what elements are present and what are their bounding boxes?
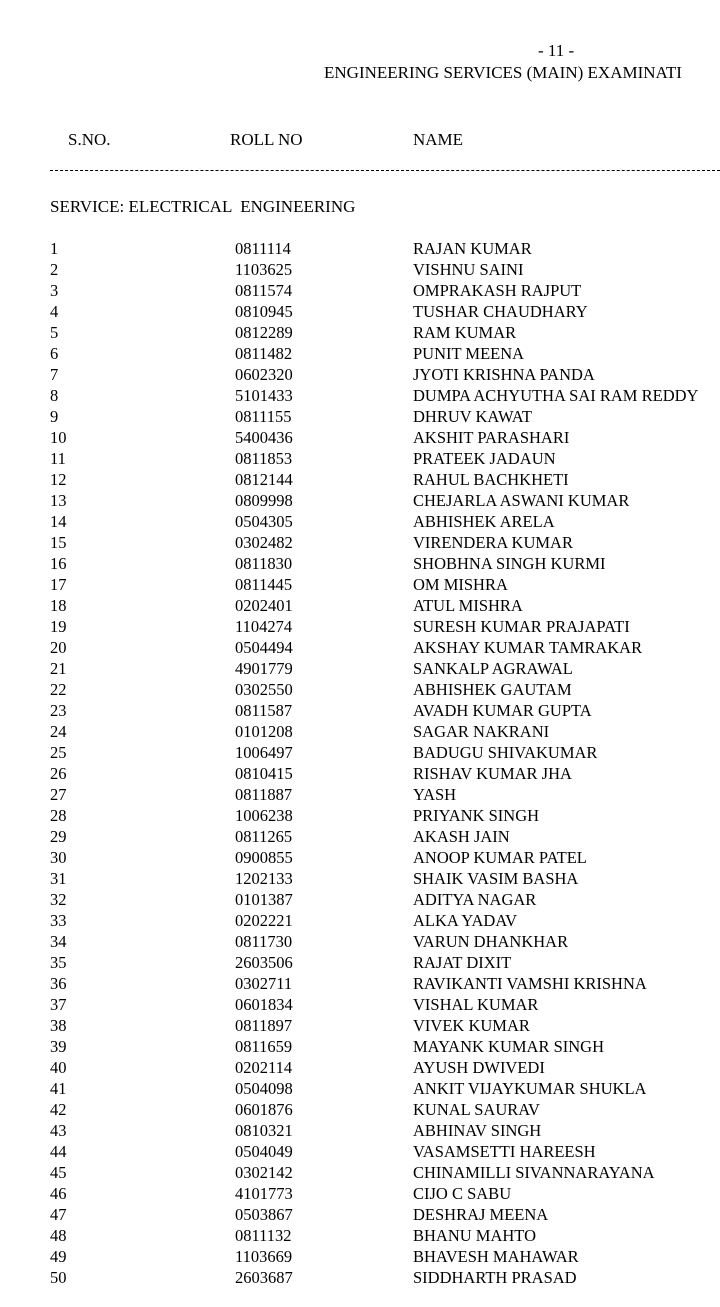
row-sno: 31 bbox=[50, 869, 67, 888]
row-name: ALKA YADAV bbox=[413, 911, 518, 930]
results-list bbox=[0, 238, 720, 1288]
table-row bbox=[0, 994, 720, 1015]
row-name: AKSHAY KUMAR TAMRAKAR bbox=[413, 638, 643, 657]
row-sno: 47 bbox=[50, 1205, 67, 1224]
row-roll-no: 1103669 bbox=[235, 1247, 293, 1266]
table-row bbox=[0, 658, 720, 679]
row-sno: 35 bbox=[50, 953, 67, 972]
row-sno: 37 bbox=[50, 995, 67, 1014]
row-name: PRIYANK SINGH bbox=[413, 806, 540, 825]
row-sno: 21 bbox=[50, 659, 67, 678]
row-sno: 1 bbox=[50, 239, 59, 258]
row-sno: 39 bbox=[50, 1037, 67, 1056]
row-roll-no: 1202133 bbox=[235, 869, 293, 888]
exam-title: ENGINEERING SERVICES (MAIN) EXAMINATI bbox=[324, 63, 682, 82]
row-name: ADITYA NAGAR bbox=[413, 890, 537, 909]
row-roll-no: 0810945 bbox=[235, 302, 293, 321]
row-name: DESHRAJ MEENA bbox=[413, 1205, 549, 1224]
table-row bbox=[0, 742, 720, 763]
row-name: AKSHIT PARASHARI bbox=[413, 428, 570, 447]
row-name: SANKALP AGRAWAL bbox=[413, 659, 573, 678]
row-roll-no: 0811482 bbox=[235, 344, 293, 363]
row-sno: 13 bbox=[50, 491, 67, 510]
row-roll-no: 0101387 bbox=[235, 890, 293, 909]
row-name: OM MISHRA bbox=[413, 575, 508, 594]
row-sno: 19 bbox=[50, 617, 67, 636]
row-name: VIRENDERA KUMAR bbox=[413, 533, 573, 552]
row-roll-no: 0811830 bbox=[235, 554, 293, 573]
row-roll-no: 0302550 bbox=[235, 680, 293, 699]
row-name: VISHNU SAINI bbox=[413, 260, 524, 279]
table-row bbox=[0, 700, 720, 721]
row-name: BHANU MAHTO bbox=[413, 1226, 536, 1245]
table-row bbox=[0, 1225, 720, 1246]
row-roll-no: 1103625 bbox=[235, 260, 293, 279]
row-name: CIJO C SABU bbox=[413, 1184, 512, 1203]
row-roll-no: 0504305 bbox=[235, 512, 293, 531]
row-roll-no: 0811887 bbox=[235, 785, 293, 804]
table-row bbox=[0, 931, 720, 952]
row-sno: 27 bbox=[50, 785, 67, 804]
row-sno: 18 bbox=[50, 596, 67, 615]
row-sno: 6 bbox=[50, 344, 59, 363]
row-name: ATUL MISHRA bbox=[413, 596, 523, 615]
row-sno: 8 bbox=[50, 386, 59, 405]
row-name: ABHISHEK ARELA bbox=[413, 512, 555, 531]
table-row bbox=[0, 490, 720, 511]
row-roll-no: 0601834 bbox=[235, 995, 293, 1014]
table-row bbox=[0, 889, 720, 910]
row-name: PRATEEK JADAUN bbox=[413, 449, 556, 468]
row-sno: 46 bbox=[50, 1184, 67, 1203]
row-name: AYUSH DWIVEDI bbox=[413, 1058, 545, 1077]
table-row bbox=[0, 679, 720, 700]
row-name: AVADH KUMAR GUPTA bbox=[413, 701, 592, 720]
table-row bbox=[0, 322, 720, 343]
table-row bbox=[0, 595, 720, 616]
table-row bbox=[0, 910, 720, 931]
row-name: KUNAL SAURAV bbox=[413, 1100, 540, 1119]
row-name: BADUGU SHIVAKUMAR bbox=[413, 743, 598, 762]
row-roll-no: 0503867 bbox=[235, 1205, 293, 1224]
table-row bbox=[0, 805, 720, 826]
row-roll-no: 0812289 bbox=[235, 323, 293, 342]
row-sno: 16 bbox=[50, 554, 67, 573]
row-name: VASAMSETTI HAREESH bbox=[413, 1142, 596, 1161]
row-name: MAYANK KUMAR SINGH bbox=[413, 1037, 604, 1056]
row-name: OMPRAKASH RAJPUT bbox=[413, 281, 582, 300]
table-row bbox=[0, 343, 720, 364]
row-sno: 2 bbox=[50, 260, 59, 279]
table-row bbox=[0, 868, 720, 889]
row-roll-no: 1104274 bbox=[235, 617, 293, 636]
table-row bbox=[0, 364, 720, 385]
row-sno: 41 bbox=[50, 1079, 67, 1098]
table-row bbox=[0, 1036, 720, 1057]
table-row bbox=[0, 385, 720, 406]
row-sno: 40 bbox=[50, 1058, 67, 1077]
row-name: YASH bbox=[413, 785, 457, 804]
row-roll-no: 0811265 bbox=[235, 827, 293, 846]
row-sno: 14 bbox=[50, 512, 67, 531]
row-roll-no: 0504098 bbox=[235, 1079, 293, 1098]
row-name: TUSHAR CHAUDHARY bbox=[413, 302, 588, 321]
table-row bbox=[0, 511, 720, 532]
table-row bbox=[0, 1204, 720, 1225]
row-roll-no: 0809998 bbox=[235, 491, 293, 510]
table-row bbox=[0, 301, 720, 322]
row-sno: 17 bbox=[50, 575, 67, 594]
row-roll-no: 0811155 bbox=[235, 407, 292, 426]
row-roll-no: 0601876 bbox=[235, 1100, 293, 1119]
table-row bbox=[0, 763, 720, 784]
table-row bbox=[0, 1267, 720, 1288]
row-roll-no: 0811132 bbox=[235, 1226, 292, 1245]
table-row bbox=[0, 952, 720, 973]
row-roll-no: 0811659 bbox=[235, 1037, 293, 1056]
row-roll-no: 0202401 bbox=[235, 596, 293, 615]
row-name: VARUN DHANKHAR bbox=[413, 932, 569, 951]
table-row bbox=[0, 1015, 720, 1036]
row-roll-no: 4901779 bbox=[235, 659, 293, 678]
table-row bbox=[0, 553, 720, 574]
table-row bbox=[0, 532, 720, 553]
row-roll-no: 0811897 bbox=[235, 1016, 293, 1035]
row-sno: 50 bbox=[50, 1268, 67, 1287]
row-roll-no: 0811587 bbox=[235, 701, 293, 720]
column-header-sno: S.NO. bbox=[68, 130, 111, 149]
row-sno: 23 bbox=[50, 701, 67, 720]
row-name: PUNIT MEENA bbox=[413, 344, 525, 363]
row-sno: 30 bbox=[50, 848, 67, 867]
row-roll-no: 0811445 bbox=[235, 575, 293, 594]
row-name: VIVEK KUMAR bbox=[413, 1016, 530, 1035]
row-roll-no: 2603687 bbox=[235, 1268, 293, 1287]
row-sno: 32 bbox=[50, 890, 67, 909]
row-sno: 43 bbox=[50, 1121, 67, 1140]
table-row bbox=[0, 574, 720, 595]
row-roll-no: 0812144 bbox=[235, 470, 293, 489]
row-sno: 26 bbox=[50, 764, 67, 783]
row-sno: 5 bbox=[50, 323, 59, 342]
row-name: RAM KUMAR bbox=[413, 323, 517, 342]
row-roll-no: 0101208 bbox=[235, 722, 293, 741]
table-row bbox=[0, 1183, 720, 1204]
table-row bbox=[0, 847, 720, 868]
row-sno: 11 bbox=[50, 449, 66, 468]
row-name: CHEJARLA ASWANI KUMAR bbox=[413, 491, 630, 510]
row-roll-no: 5101433 bbox=[235, 386, 293, 405]
row-roll-no: 0811574 bbox=[235, 281, 293, 300]
row-name: SURESH KUMAR PRAJAPATI bbox=[413, 617, 630, 636]
table-row bbox=[0, 280, 720, 301]
row-name: CHINAMILLI SIVANNARAYANA bbox=[413, 1163, 655, 1182]
column-header-name: NAME bbox=[413, 130, 464, 149]
row-sno: 38 bbox=[50, 1016, 67, 1035]
row-name: JYOTI KRISHNA PANDA bbox=[413, 365, 595, 384]
table-row bbox=[0, 259, 720, 280]
row-name: RAVIKANTI VAMSHI KRISHNA bbox=[413, 974, 647, 993]
header-divider bbox=[50, 170, 720, 171]
row-sno: 12 bbox=[50, 470, 67, 489]
table-row bbox=[0, 616, 720, 637]
table-row bbox=[0, 406, 720, 427]
table-row bbox=[0, 826, 720, 847]
table-row bbox=[0, 238, 720, 259]
row-sno: 9 bbox=[50, 407, 59, 426]
table-row bbox=[0, 1099, 720, 1120]
page-number: - 11 - bbox=[538, 41, 575, 60]
table-row bbox=[0, 448, 720, 469]
table-row bbox=[0, 1246, 720, 1267]
table-row bbox=[0, 784, 720, 805]
row-name: RISHAV KUMAR JHA bbox=[413, 764, 572, 783]
row-roll-no: 0811853 bbox=[235, 449, 293, 468]
row-name: RAJAN KUMAR bbox=[413, 239, 532, 258]
row-sno: 29 bbox=[50, 827, 67, 846]
table-row bbox=[0, 469, 720, 490]
column-header-roll-no: ROLL NO bbox=[230, 130, 303, 149]
row-roll-no: 0202114 bbox=[235, 1058, 293, 1077]
row-sno: 20 bbox=[50, 638, 67, 657]
row-roll-no: 0900855 bbox=[235, 848, 293, 867]
row-name: SHOBHNA SINGH KURMI bbox=[413, 554, 606, 573]
row-sno: 7 bbox=[50, 365, 59, 384]
row-name: VISHAL KUMAR bbox=[413, 995, 539, 1014]
table-row bbox=[0, 1078, 720, 1099]
row-sno: 4 bbox=[50, 302, 59, 321]
row-sno: 24 bbox=[50, 722, 67, 741]
table-row bbox=[0, 973, 720, 994]
row-roll-no: 1006238 bbox=[235, 806, 293, 825]
row-roll-no: 0811114 bbox=[235, 239, 291, 258]
row-name: ANKIT VIJAYKUMAR SHUKLA bbox=[413, 1079, 647, 1098]
table-row bbox=[0, 427, 720, 448]
row-name: DUMPA ACHYUTHA SAI RAM REDDY bbox=[413, 386, 699, 405]
row-roll-no: 4101773 bbox=[235, 1184, 293, 1203]
row-roll-no: 0810415 bbox=[235, 764, 293, 783]
table-row bbox=[0, 721, 720, 742]
row-sno: 48 bbox=[50, 1226, 67, 1245]
row-roll-no: 2603506 bbox=[235, 953, 293, 972]
row-sno: 3 bbox=[50, 281, 59, 300]
row-name: BHAVESH MAHAWAR bbox=[413, 1247, 579, 1266]
row-roll-no: 0504049 bbox=[235, 1142, 293, 1161]
table-row bbox=[0, 637, 720, 658]
row-name: SIDDHARTH PRASAD bbox=[413, 1268, 577, 1287]
row-name: RAHUL BACHKHETI bbox=[413, 470, 569, 489]
row-sno: 10 bbox=[50, 428, 67, 447]
row-roll-no: 0202221 bbox=[235, 911, 293, 930]
row-sno: 15 bbox=[50, 533, 67, 552]
row-roll-no: 0504494 bbox=[235, 638, 293, 657]
row-name: SHAIK VASIM BASHA bbox=[413, 869, 579, 888]
table-row bbox=[0, 1141, 720, 1162]
row-roll-no: 0302711 bbox=[235, 974, 293, 993]
row-name: RAJAT DIXIT bbox=[413, 953, 512, 972]
row-name: ABHISHEK GAUTAM bbox=[413, 680, 572, 699]
row-sno: 25 bbox=[50, 743, 67, 762]
row-name: AKASH JAIN bbox=[413, 827, 510, 846]
row-roll-no: 0810321 bbox=[235, 1121, 293, 1140]
row-roll-no: 5400436 bbox=[235, 428, 293, 447]
row-sno: 28 bbox=[50, 806, 67, 825]
row-sno: 34 bbox=[50, 932, 67, 951]
row-name: SAGAR NAKRANI bbox=[413, 722, 550, 741]
row-roll-no: 1006497 bbox=[235, 743, 293, 762]
row-name: ANOOP KUMAR PATEL bbox=[413, 848, 587, 867]
row-sno: 22 bbox=[50, 680, 67, 699]
row-roll-no: 0602320 bbox=[235, 365, 293, 384]
row-sno: 42 bbox=[50, 1100, 67, 1119]
table-row bbox=[0, 1057, 720, 1078]
row-sno: 45 bbox=[50, 1163, 67, 1182]
row-sno: 36 bbox=[50, 974, 67, 993]
row-sno: 44 bbox=[50, 1142, 67, 1161]
row-sno: 33 bbox=[50, 911, 67, 930]
row-sno: 49 bbox=[50, 1247, 67, 1266]
row-roll-no: 0302482 bbox=[235, 533, 293, 552]
row-roll-no: 0811730 bbox=[235, 932, 293, 951]
table-row bbox=[0, 1162, 720, 1183]
table-row bbox=[0, 1120, 720, 1141]
row-name: ABHINAV SINGH bbox=[413, 1121, 542, 1140]
row-name: DHRUV KAWAT bbox=[413, 407, 532, 426]
row-roll-no: 0302142 bbox=[235, 1163, 293, 1182]
service-heading: SERVICE: ELECTRICAL ENGINEERING bbox=[50, 197, 356, 216]
